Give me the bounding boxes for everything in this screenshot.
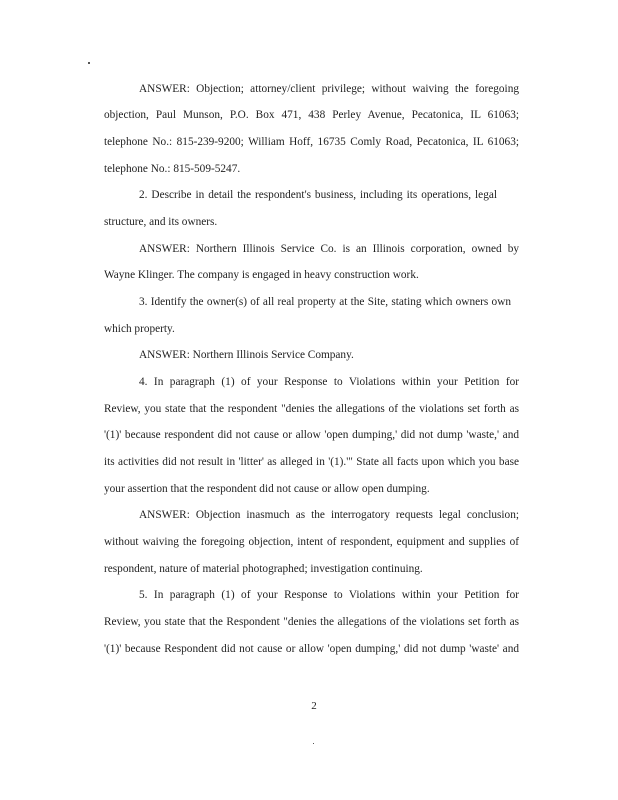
- interrogatory-4-line-5: your assertion that the respondent did not cause or allow open dumping.: [104, 483, 430, 495]
- page-number: 2: [311, 700, 317, 712]
- answer-2-line-2: Wayne Klinger. The company is engaged in heavy construction work.: [104, 269, 419, 281]
- interrogatory-3-line-1: 3. Identify the owner(s) of all real property at the Site, stating which owners own: [139, 296, 511, 308]
- interrogatory-4-line-3: '(1)' because respondent did not cause or allow 'open dumping,' did not dump 'waste,' and: [104, 429, 519, 441]
- answer-1-line-3: telephone No.: 815-239-9200; William Hoff, 16735 Comly Road, Pecatonica, IL 61063;: [104, 136, 519, 148]
- interrogatory-3-line-2: which property.: [104, 323, 175, 335]
- answer-4-line-3: respondent, nature of material photographed; investigation continuing.: [104, 563, 423, 575]
- answer-1-line-1: ANSWER: Objection; attorney/client privilege; without waiving the foregoing: [139, 83, 519, 95]
- answer-1-line-2: objection, Paul Munson, P.O. Box 471, 438 Perley Avenue, Pecatonica, IL 61063;: [104, 109, 519, 121]
- interrogatory-5-line-1: 5. In paragraph (1) of your Response to Violations within your Petition for: [139, 589, 519, 601]
- interrogatory-4-line-2: Review, you state that the respondent "denies the allegations of the violations set forth as: [104, 403, 519, 415]
- scan-speck: [313, 743, 314, 744]
- interrogatory-4-line-4: its activities did not result in 'litter' as alleged in '(1).'" State all facts upon which you base: [104, 456, 519, 468]
- scan-speck: [88, 62, 90, 64]
- answer-4-line-1: ANSWER: Objection inasmuch as the interrogatory requests legal conclusion;: [139, 509, 519, 521]
- interrogatory-2-line-1: 2. Describe in detail the respondent's business, including its operations, legal: [139, 189, 497, 201]
- interrogatory-5-line-3: '(1)' because Respondent did not cause or allow 'open dumping,' did not dump 'waste' and: [104, 643, 519, 655]
- answer-1-line-4: telephone No.: 815-509-5247.: [104, 163, 241, 175]
- interrogatory-4-line-1: 4. In paragraph (1) of your Response to Violations within your Petition for: [139, 376, 519, 388]
- answer-3-line-1: ANSWER: Northern Illinois Service Company.: [139, 349, 354, 361]
- answer-4-line-2: without waiving the foregoing objection, intent of respondent, equipment and supplies of: [104, 536, 519, 548]
- interrogatory-5-line-2: Review, you state that the Respondent "denies the allegations of the violations set forth as: [104, 616, 519, 628]
- answer-2-line-1: ANSWER: Northern Illinois Service Co. is an Illinois corporation, owned by: [139, 243, 519, 255]
- interrogatory-2-line-2: structure, and its owners.: [104, 216, 218, 228]
